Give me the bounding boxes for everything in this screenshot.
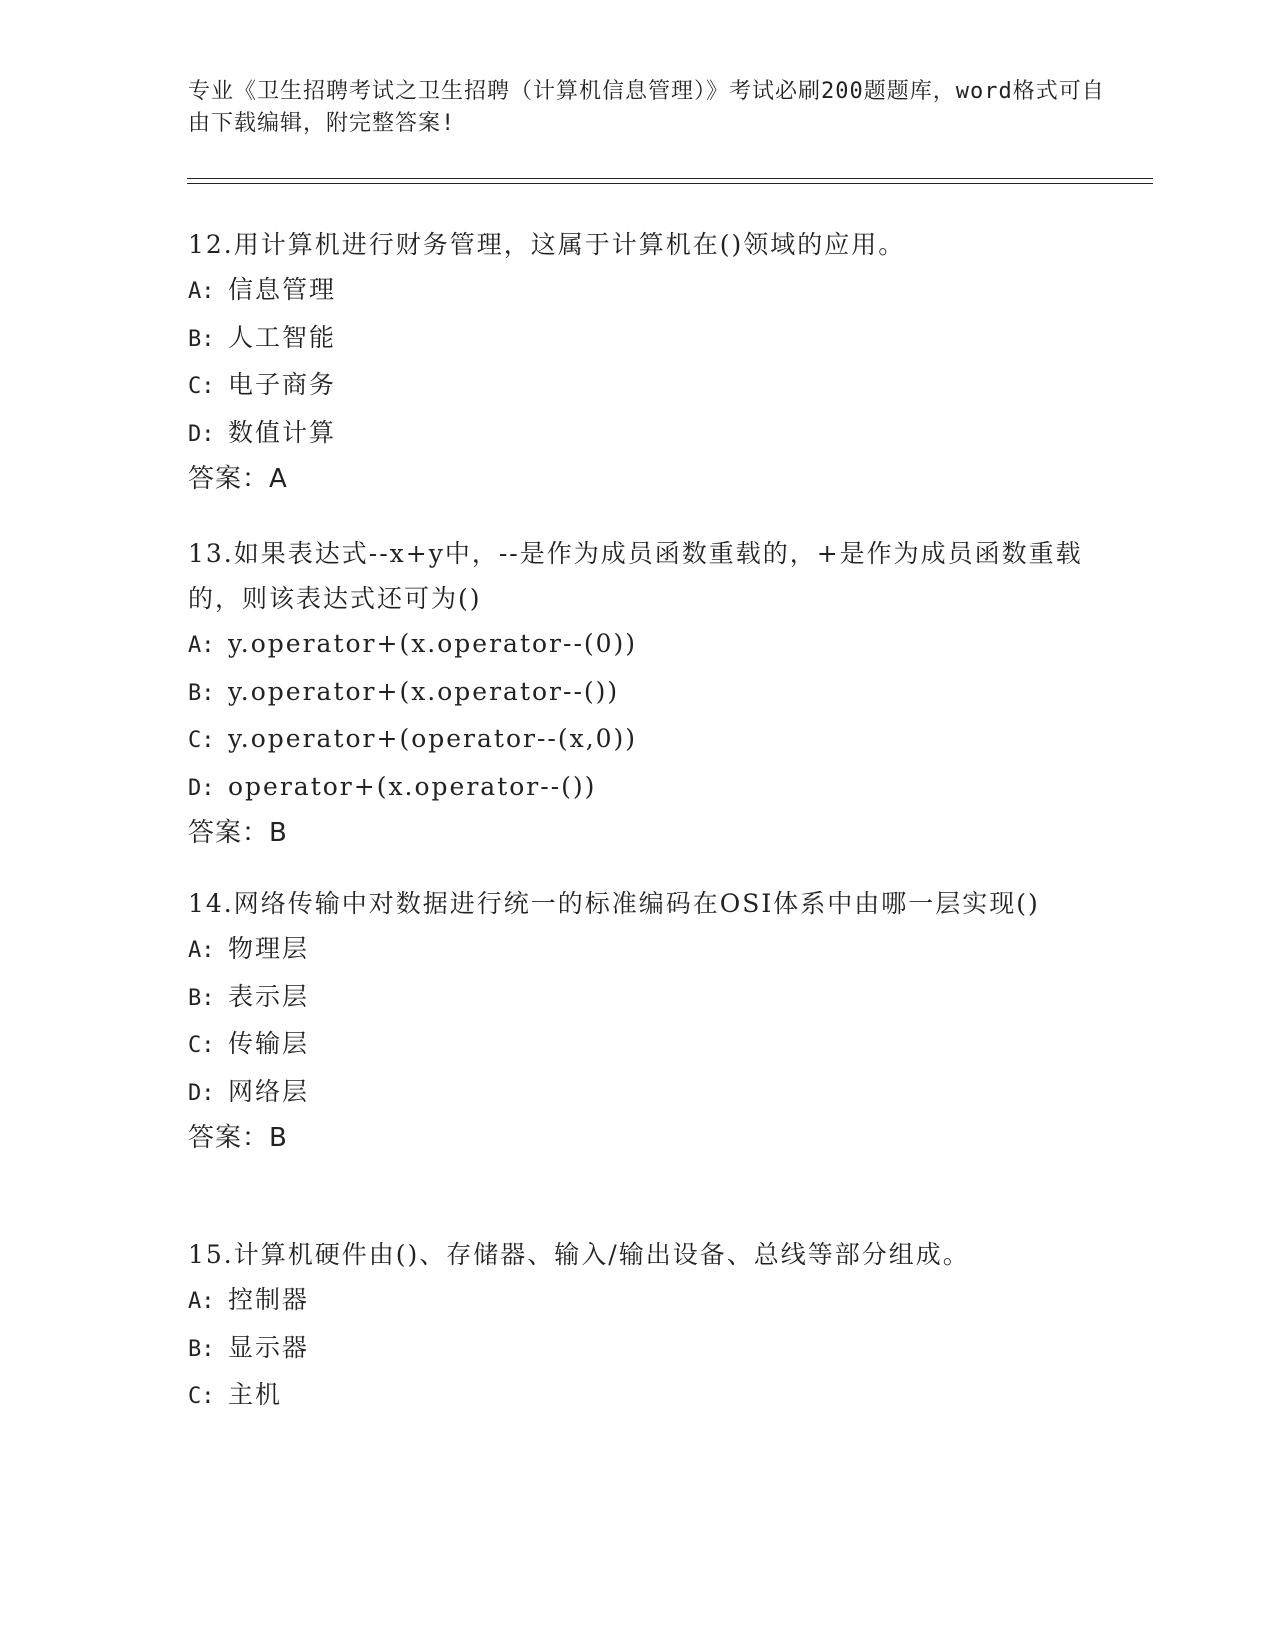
option-text: 显示器 xyxy=(228,1332,310,1362)
option-letter: C: xyxy=(188,1384,215,1409)
question-stem: 12.用计算机进行财务管理，这属于计算机在()领域的应用。 xyxy=(188,230,906,259)
question-14 xyxy=(188,881,1088,1161)
option-text: y.operator+(x.operator--(0)) xyxy=(228,629,638,658)
option-a xyxy=(188,926,1088,974)
option-letter: B: xyxy=(188,680,215,706)
option-a xyxy=(188,1277,1088,1325)
option-letter: B: xyxy=(188,1336,215,1362)
option-text: 电子商务 xyxy=(228,370,337,399)
option-text: 数值计算 xyxy=(228,417,337,447)
option-a xyxy=(188,267,1088,315)
question-stem: 14.网络传输中对数据进行统一的标准编码在OSI体系中由哪一层实现() xyxy=(188,889,1040,918)
option-letter: A: xyxy=(188,279,215,304)
option-c xyxy=(188,716,1088,764)
option-text: y.operator+(operator--(x,0)) xyxy=(228,724,638,753)
answer: 答案：B xyxy=(188,818,288,848)
option-d xyxy=(188,410,1088,458)
option-c xyxy=(188,1021,1088,1069)
question-12 xyxy=(188,222,1088,502)
option-letter: C: xyxy=(188,1033,215,1058)
question-13 xyxy=(188,531,1088,856)
question-stem: 13.如果表达式--x+y中，--是作为成员函数重载的，+是作为成员函数重载的，则该表达式还可为() xyxy=(188,539,1083,613)
option-letter: A: xyxy=(188,1289,215,1314)
question-stem: 15.计算机硬件由()、存储器、输入/输出设备、总线等部分组成。 xyxy=(188,1240,970,1269)
option-text: 人工智能 xyxy=(228,322,337,352)
option-letter: C: xyxy=(188,728,215,753)
document-header: 专业《卫生招聘考试之卫生招聘（计算机信息管理）》考试必刷200题题库，word格式可自由下载编辑，附完整答案! xyxy=(188,79,1105,136)
option-text: 主机 xyxy=(228,1380,283,1409)
option-b xyxy=(188,974,1088,1022)
option-letter: A: xyxy=(188,633,215,658)
option-letter: D: xyxy=(188,1080,215,1106)
question-15 xyxy=(188,1232,1088,1420)
option-letter: C: xyxy=(188,374,215,399)
option-text: 网络层 xyxy=(228,1076,310,1106)
option-letter: A: xyxy=(188,938,215,963)
option-text: 表示层 xyxy=(228,981,310,1011)
option-letter: B: xyxy=(188,326,215,352)
option-b xyxy=(188,669,1088,717)
option-c xyxy=(188,1372,1088,1420)
option-text: 物理层 xyxy=(228,934,310,963)
option-c xyxy=(188,362,1088,410)
option-d xyxy=(188,764,1088,812)
header-divider-bottom xyxy=(187,183,1153,184)
option-b xyxy=(188,1325,1088,1373)
option-text: 传输层 xyxy=(228,1029,310,1058)
option-letter: B: xyxy=(188,985,215,1011)
header-divider-top xyxy=(187,178,1153,179)
answer: 答案：A xyxy=(188,464,288,494)
option-text: operator+(x.operator--()) xyxy=(228,771,597,801)
option-a xyxy=(188,621,1088,669)
option-letter: D: xyxy=(188,421,215,447)
option-text: y.operator+(x.operator--()) xyxy=(228,676,620,706)
option-d xyxy=(188,1069,1088,1117)
option-text: 信息管理 xyxy=(228,275,337,304)
option-letter: D: xyxy=(188,775,215,801)
option-b xyxy=(188,315,1088,363)
option-text: 控制器 xyxy=(228,1285,310,1314)
answer: 答案：B xyxy=(188,1123,288,1153)
